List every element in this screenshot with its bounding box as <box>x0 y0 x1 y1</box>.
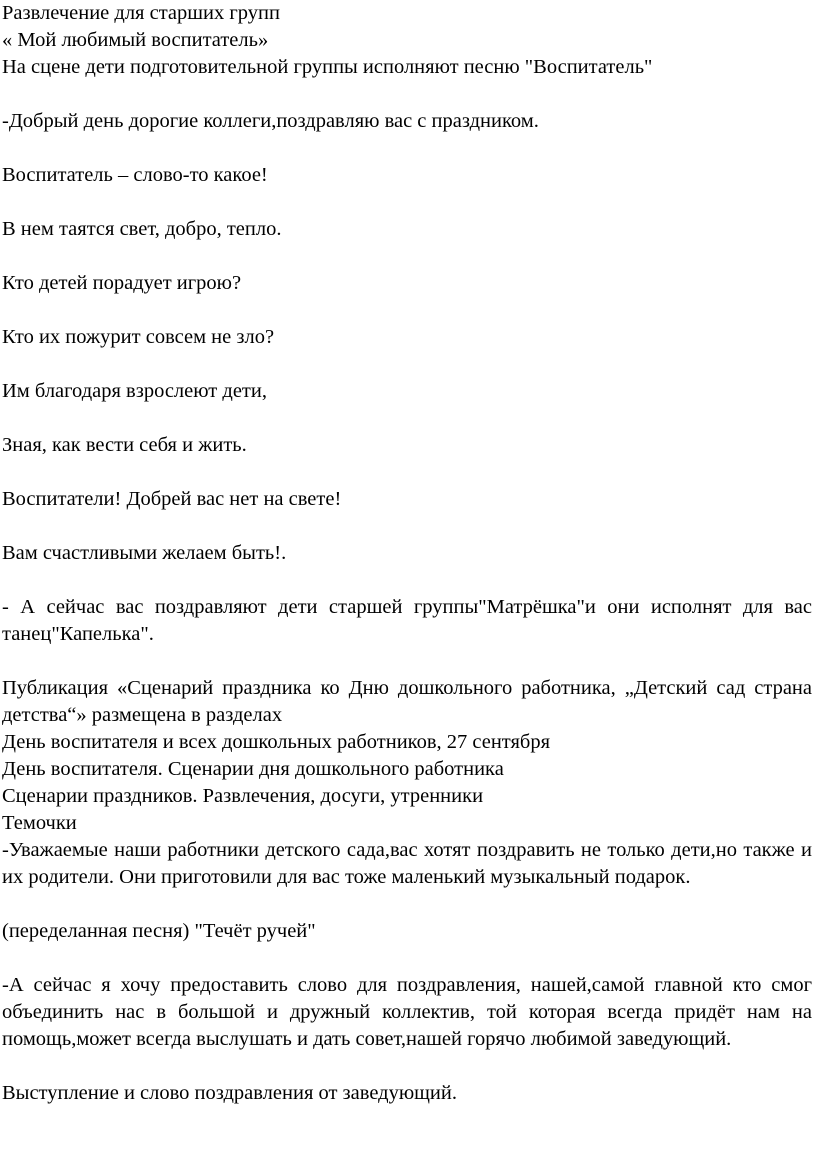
spacer <box>2 891 812 918</box>
song-title: (переделанная песня) "Течёт ручей" <box>2 920 316 942</box>
spacer <box>2 945 812 972</box>
spacer <box>2 513 812 540</box>
spacer <box>2 459 812 486</box>
spacer <box>2 351 812 378</box>
poem-line: Кто их пожурит совсем не зло? <box>2 326 275 348</box>
spacer <box>2 189 812 216</box>
dance-announcement: - А сейчас вас поздравляют дети старшей группы"Матрёшка"и они исполнят для вас танец"Капелька". <box>2 596 812 645</box>
poem-line: Воспитатель – слово-то какое! <box>2 164 268 186</box>
publication-section: Сценарии праздников. Развлечения, досуги, утренники <box>2 785 484 807</box>
poem-line: Воспитатели! Добрей вас нет на свете! <box>2 488 342 510</box>
parents-announcement: -Уважаемые наши работники детского сада,вас хотят поздравить не только дети,но также и их родители. Они приготовили для вас тоже маленький музыкальный подарок. <box>2 839 812 888</box>
document-subtitle: « Мой любимый воспитатель» <box>2 29 269 51</box>
spacer <box>2 81 812 108</box>
spacer <box>2 1053 812 1080</box>
document-page <box>2 0 812 1107</box>
poem-line: Кто детей порадует игрою? <box>2 272 242 294</box>
spacer <box>2 648 812 675</box>
intro-text: На сцене дети подготовительной группы исполняют песню "Воспитатель" <box>2 56 653 78</box>
poem-line: Зная, как вести себя и жить. <box>2 434 247 456</box>
publication-section: Темочки <box>2 812 77 834</box>
spacer <box>2 243 812 270</box>
spacer <box>2 405 812 432</box>
poem-line: Им благодаря взрослеют дети, <box>2 380 267 402</box>
publication-section: День воспитателя и всех дошкольных работников, 27 сентября <box>2 731 551 753</box>
spacer <box>2 567 812 594</box>
spacer <box>2 297 812 324</box>
spacer <box>2 135 812 162</box>
greeting-text: -Добрый день дорогие коллеги,поздравляю вас с праздником. <box>2 110 539 132</box>
poem-line: В нем таятся свет, добро, тепло. <box>2 218 282 240</box>
publication-text: Публикация «Сценарий праздника ко Дню дошкольного работника, „Детский сад страна детства“» размещена в разделах <box>2 677 812 726</box>
poem-line: Вам счастливыми желаем быть!. <box>2 542 287 564</box>
document-title: Развлечение для старших групп <box>2 2 280 24</box>
publication-section: День воспитателя. Сценарии дня дошкольного работника <box>2 758 504 780</box>
closing-text: Выступление и слово поздравления от заведующий. <box>2 1082 457 1104</box>
head-announcement: -А сейчас я хочу предоставить слово для поздравления, нашей,самой главной кто смог объединить нас в большой и дружный коллектив, той которая всегда придёт нам на помощь,может всегда выслушать и дать совет,нашей горячо любимой заведующий. <box>2 974 812 1050</box>
